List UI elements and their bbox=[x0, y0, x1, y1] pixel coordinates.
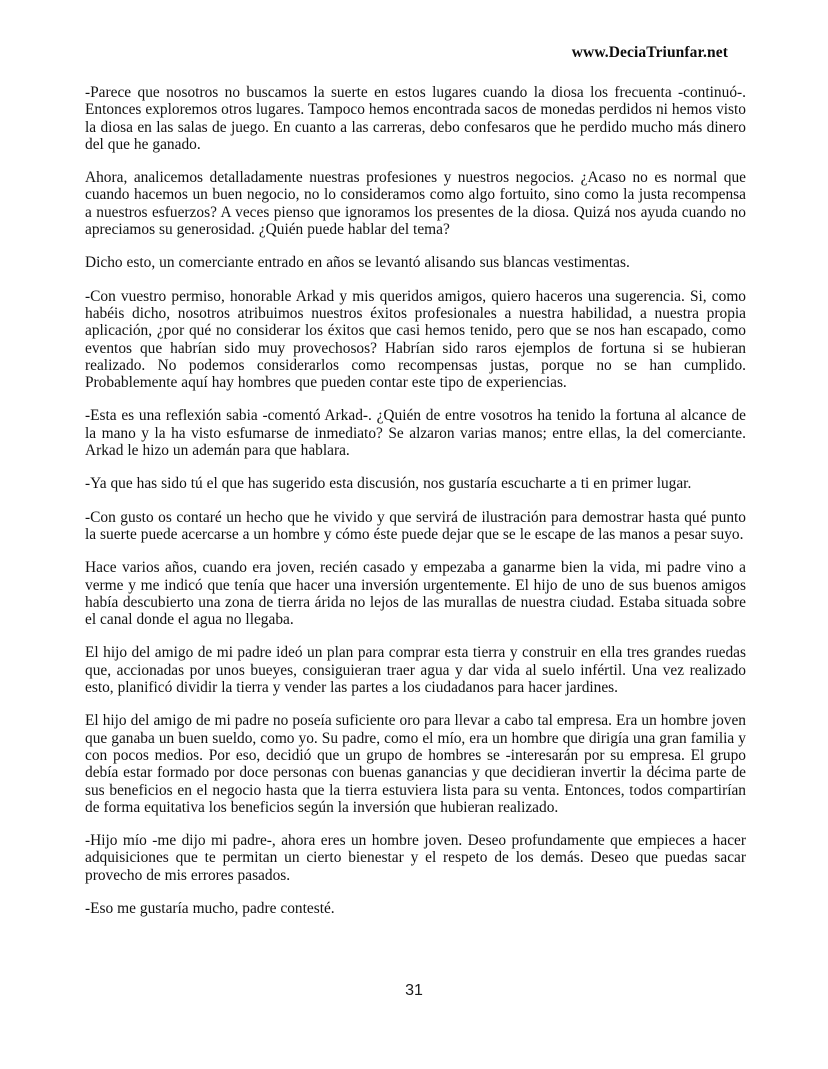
paragraph: -Ya que has sido tú el que has sugerido esta discusión, nos gustaría escucharte a ti en primer lugar. bbox=[85, 475, 692, 493]
paragraph: -Con vuestro permiso, honorable Arkad y mis queridos amigos, quiero haceros una sugerencia. Si, como habéis dicho, nosotros atribuimos nuestros éxitos profesionales a nuestra habilidad, a nuestra propia aplicación, ¿por qué no considerar los éxitos que casi hemos tenido, pero que se nos han escapado, como eventos que habrían sido muy provechosos? Habrían sido raros ejemplos de fortuna si se hubieran realizado. No podemos considerarlos como recompensas justas, porque no se han cumplido. Probablemente aquí hay hombres que pueden contar este tipo de experiencias. bbox=[85, 287, 746, 392]
paragraph: -Hijo mío -me dijo mi padre-, ahora eres un hombre joven. Deseo profundamente que empieces a hacer adquisiciones que te permitan un cierto bienestar y el respeto de los demás. Deseo que puedas sacar provecho de mis errores pasados. bbox=[85, 832, 746, 884]
paragraph: -Parece que nosotros no buscamos la suerte en estos lugares cuando la diosa los frecuenta -continuó-. Entonces exploremos otros lugares. Tampoco hemos encontrada sacos de monedas perdidos ni hemos visto la diosa en las salas de juego. En cuanto a las carreras, debo confesaros que he perdido mucho más dinero del que he ganado. bbox=[85, 84, 746, 153]
paragraph: Hace varios años, cuando era joven, recién casado y empezaba a ganarme bien la vida, mi padre vino a verme y me indicó que tenía que hacer una inversión urgentemente. El hijo de uno de sus buenos amigos había descubierto una zona de tierra árida no lejos de las murallas de nuestra ciudad. Estaba situada sobre el canal donde el agua no llegaba. bbox=[85, 559, 746, 629]
page-number: 31 bbox=[405, 982, 423, 999]
paragraph: -Eso me gustaría mucho, padre contesté. bbox=[85, 899, 335, 917]
paragraph: Ahora, analicemos detalladamente nuestras profesiones y nuestros negocios. ¿Acaso no es normal que cuando hacemos un buen negocio, no lo consideramos como algo fortuito, sino como la justa recompensa a nuestros esfuerzos? A veces pienso que ignoramos los presentes de la diosa. Quizá nos ayuda cuando no apreciamos su generosidad. ¿Quién puede hablar del tema? bbox=[85, 169, 746, 239]
paragraph: -Esta es una reflexión sabia -comentó Arkad-. ¿Quién de entre vosotros ha tenido la fortuna al alcance de la mano y la ha visto esfumarse de inmediato? Se alzaron varias manos; entre ellas, la del comerciante. Arkad le hizo un ademán para que hablara. bbox=[85, 407, 746, 460]
page-running-header: www.DeciaTriunfar.net bbox=[571, 44, 728, 61]
paragraph: -Con gusto os contaré un hecho que he vivido y que servirá de ilustración para demostrar hasta qué punto la suerte puede acercarse a un hombre y cómo éste puede dejar que se le escape de las manos a pesar suyo. bbox=[85, 508, 746, 543]
paragraph: El hijo del amigo de mi padre no poseía suficiente oro para llevar a cabo tal empresa. Era un hombre joven que ganaba un buen sueldo, como yo. Su padre, como el mío, era un hombre que dirigía una gran familia y con pocos medios. Por eso, decidió que un grupo de hombres se -interesarán por su empresa. El grupo debía estar formado por doce personas con buenas ganancias y que decidieran invertir la décima parte de sus beneficios en el negocio hasta que la tierra estuviera lista para su venta. Entonces, todos compartirían de forma equitativa los beneficios según la inversión que hubieran realizado. bbox=[85, 712, 746, 816]
body-text-column bbox=[85, 84, 746, 917]
paragraph: El hijo del amigo de mi padre ideó un plan para comprar esta tierra y construir en ella tres grandes ruedas que, accionadas por unos bueyes, consiguieran traer agua y dar vida al suelo infértil. Una vez realizado esto, planificó dividir la tierra y vender las partes a los ciudadanos para hacer jardines. bbox=[85, 644, 746, 697]
paragraph: Dicho esto, un comerciante entrado en años se levantó alisando sus blancas vestimentas. bbox=[85, 254, 630, 272]
